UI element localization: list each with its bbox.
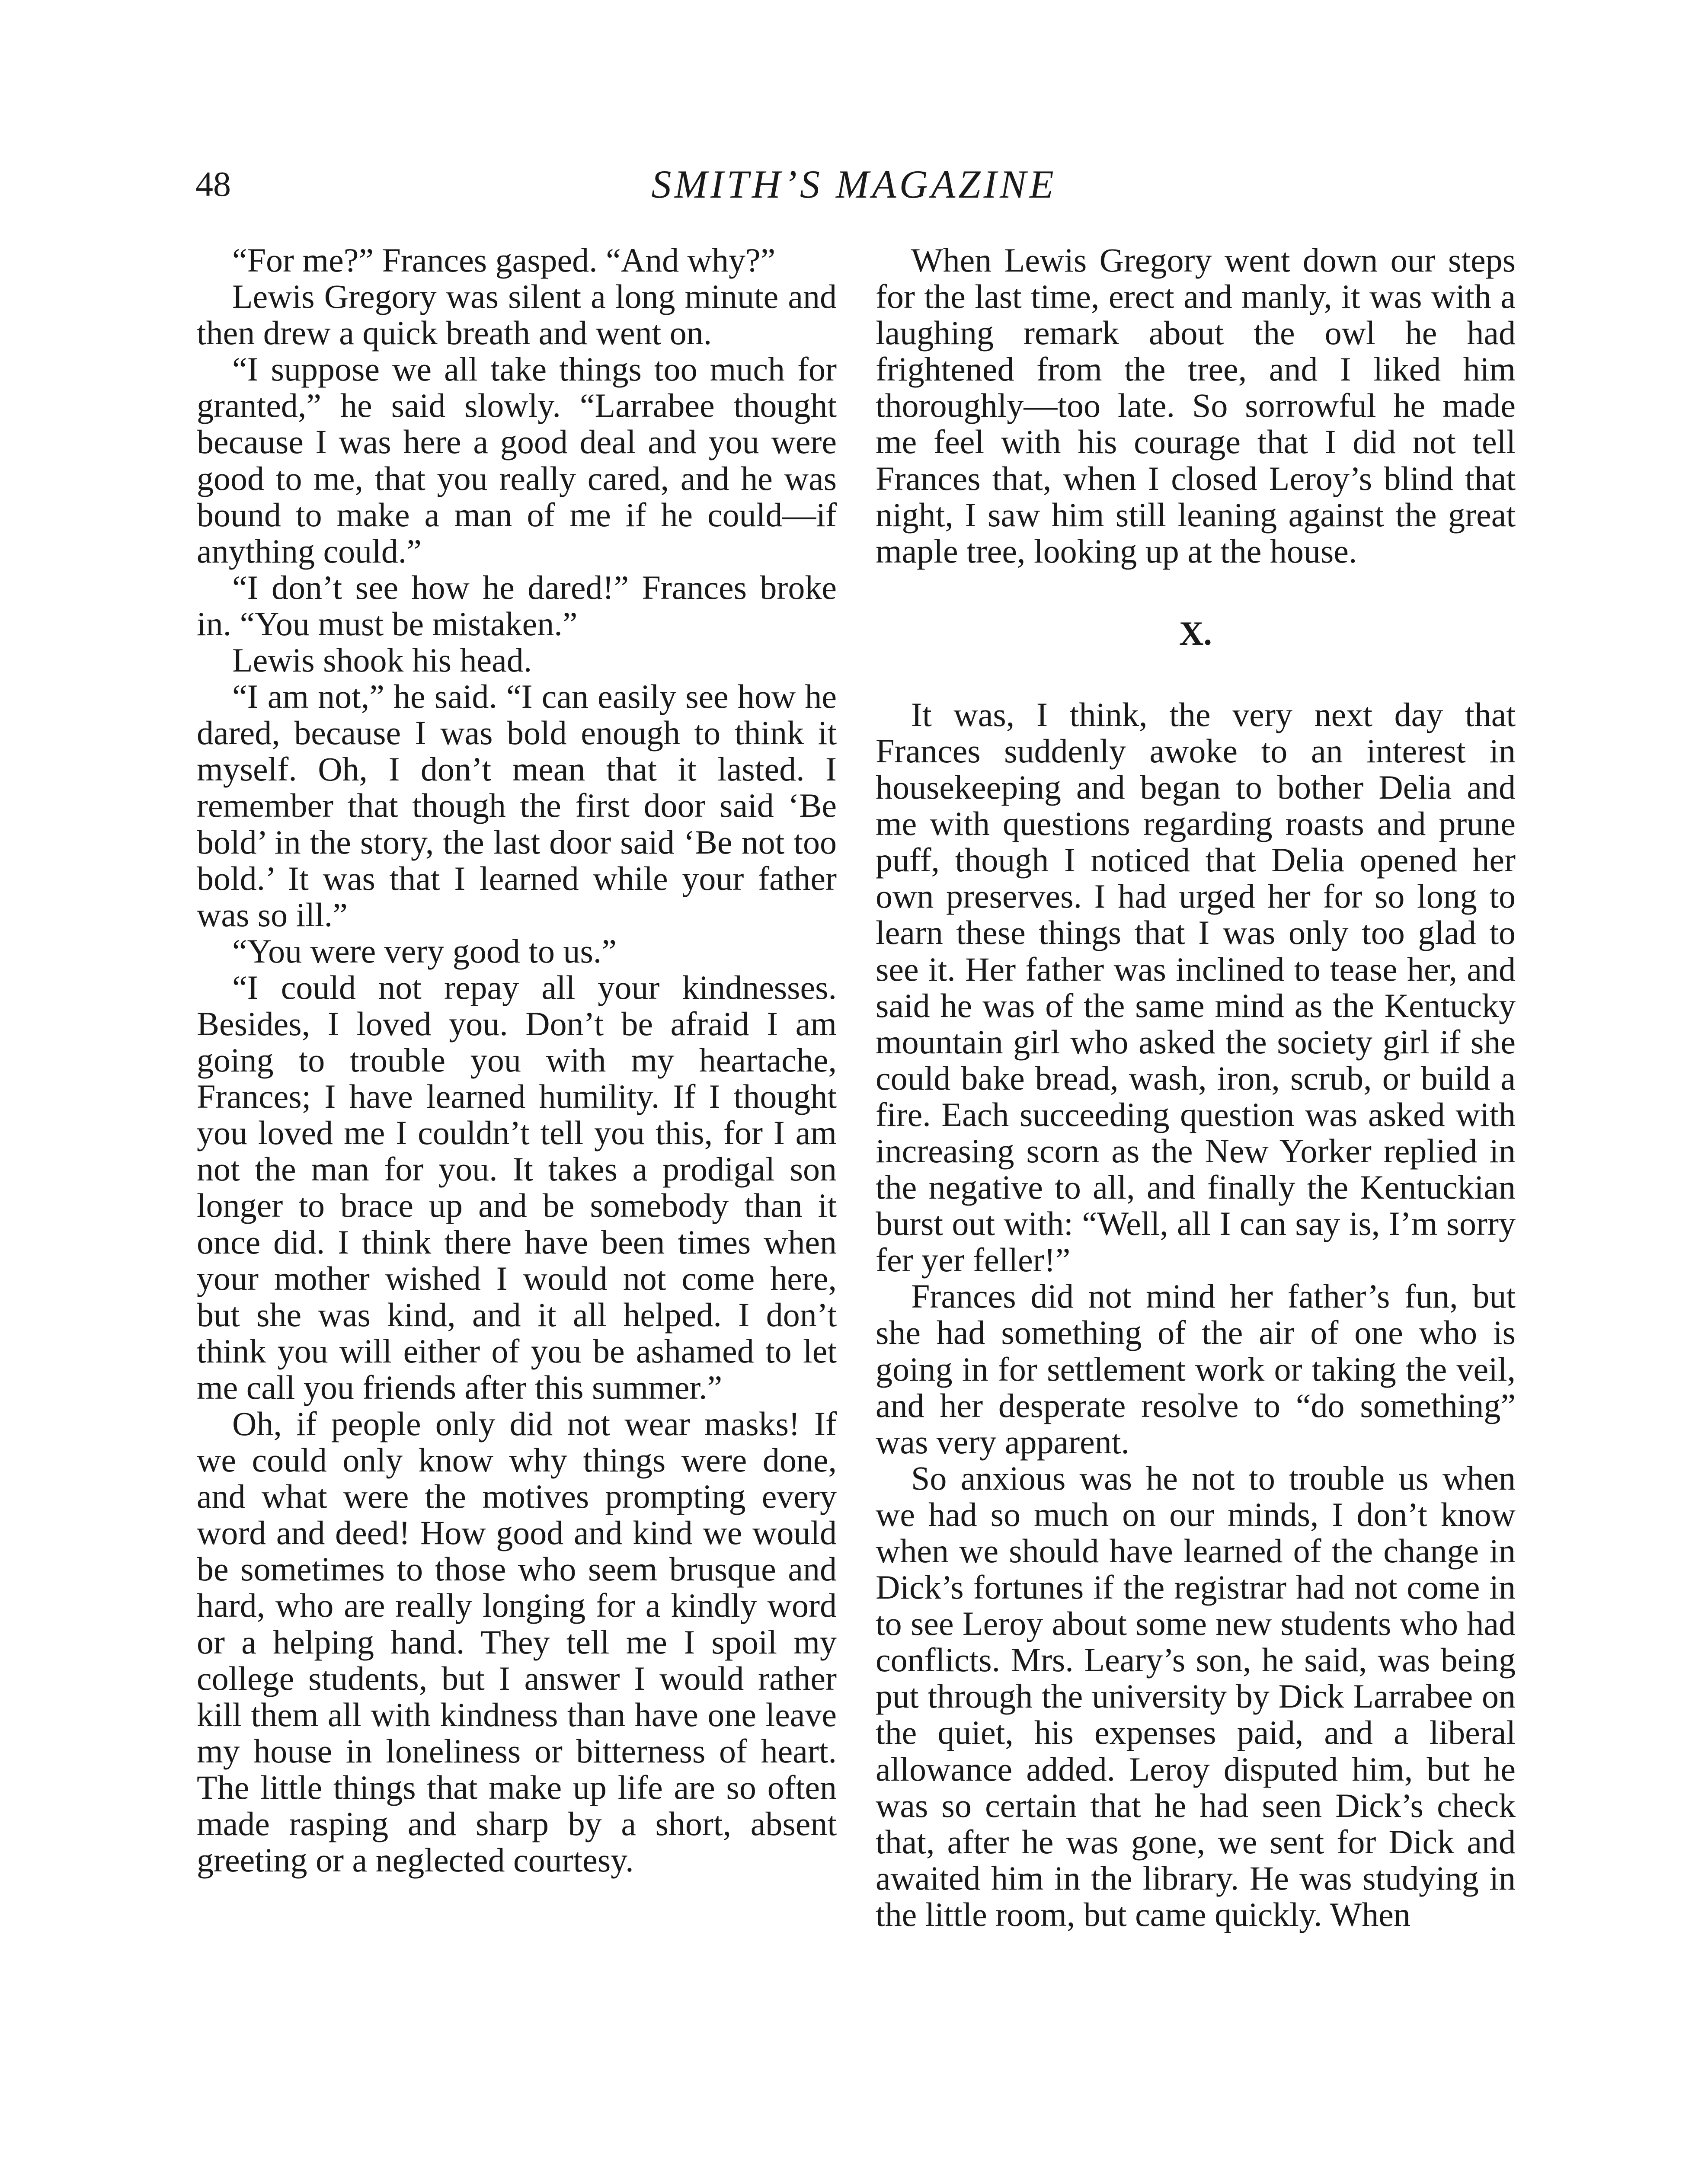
- paragraph: It was, I think, the very next day that Frances suddenly awoke to an interest in housekeeping and began to bother Delia and me with questions regarding roasts and prune puff, though I noticed that Delia opened her own preserves. I had urged her for so long to learn these things that I was only too glad to see it. Her father was inclined to tease her, and said he was of the same mind as the Kentucky mountain girl who asked the society girl if she could bake bread, wash, iron, scrub, or build a fire. Each succeeding question was asked with increasing scorn as the New Yorker replied in the negative to all, and finally the Kentuckian burst out with: “Well, all I can say is, I’m sorry fer yer feller!”: [876, 695, 1516, 1279]
- paragraph: “I don’t see how he dared!” Frances broke in. “You must be mistaken.”: [197, 568, 837, 643]
- paragraph: Lewis shook his head.: [232, 641, 532, 679]
- left-column: [197, 242, 837, 1878]
- paragraph: “For me?” Frances gasped. “And why?”: [232, 241, 776, 279]
- paragraph: So anxious was he not to trouble us when we had so much on our minds, I don’t know when we should have learned of the change in Dick’s fortunes if the registrar had not come in to see Leroy about some new students who had conflicts. Mrs. Leary’s son, he said, was being put through the university by Dick Larrabee on the quiet, his expenses paid, and a liberal allowance added. Leroy disputed him, but he was so certain that he had seen Dick’s check that, after he was gone, we sent for Dick and awaited him in the library. He was studying in the little room, but came quickly. When: [876, 1459, 1516, 1933]
- paragraph: “I could not repay all your kindnesses. Besides, I loved you. Don’t be afraid I am going to trouble you with my heartache, Frances; I have learned humility. If I thought you loved me I couldn’t tell you this, for I am not the man for you. It takes a prodigal son longer to brace up and be somebody than it once did. I think there have been times when your mother wished I would not come here, but she was kind, and it all helped. I don’t think you will either of you be ashamed to let me call you friends after this summer.”: [197, 968, 837, 1406]
- paragraph: When Lewis Gregory went down our steps for the last time, erect and manly, it was with a laughing remark about the owl he had frightened from the tree, and I liked him thoroughly—too late. So sorrowful he made me feel with his courage that I did not tell Frances that, when I closed Leroy’s blind that night, I saw him still leaning against the great maple tree, looking up at the house.: [876, 241, 1516, 570]
- paragraph: Frances did not mind her father’s fun, but she had something of the air of one who is going in for settlement work or taking the veil, and her desperate resolve to “do something” was very apparent.: [876, 1277, 1516, 1461]
- section-heading: X.: [1179, 614, 1212, 652]
- paragraph: “You were very good to us.”: [232, 932, 617, 970]
- paragraph: Oh, if people only did not wear masks! If we could only know why things were done, and what were the motives prompting every word and deed! How good and kind we would be sometimes to those who seem brusque and hard, who are really longing for a kindly word or a helping hand. They tell me I spoil my college students, but I answer I would rather kill them all with kindness than have one leave my house in loneliness or bitterness of heart. The little things that make up life are so often made rasping and sharp by a short, absent greeting or a neglected courtesy.: [197, 1405, 837, 1879]
- paragraph: “I suppose we all take things too much for granted,” he said slowly. “Larrabee thought because I was here a good deal and you were good to me, that you really cared, and he was bound to make a man of me if he could—if anything could.”: [197, 350, 837, 570]
- right-column: [876, 242, 1516, 1933]
- running-head: SMITH’S MAGAZINE: [651, 162, 1057, 206]
- paragraph: “I am not,” he said. “I can easily see how he dared, because I was bold enough to think it myself. Oh, I don’t mean that it lasted. I remember that though the first door said ‘Be bold’ in the story, the last door said ‘Be not too bold.’ It was that I learned while your father was so ill.”: [197, 678, 837, 934]
- paragraph: Lewis Gregory was silent a long minute and then drew a quick breath and went on.: [197, 278, 837, 352]
- page-number: 48: [195, 164, 231, 204]
